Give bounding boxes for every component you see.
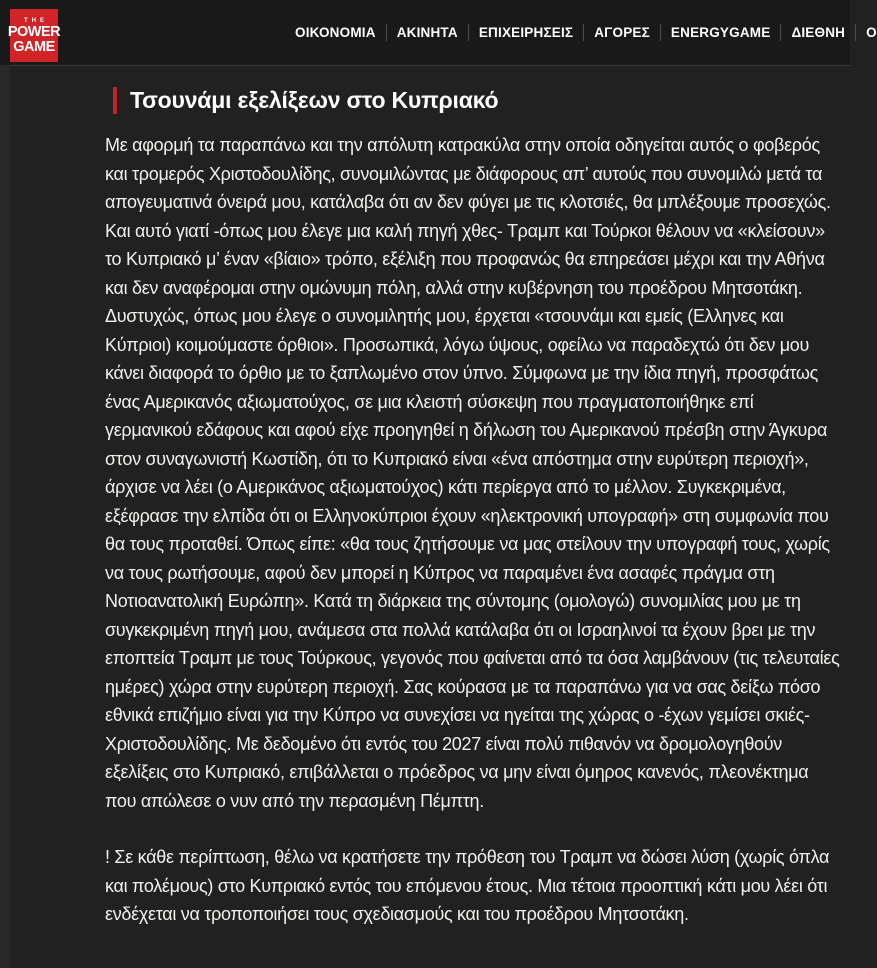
nav-item-epixeiriseis[interactable]: ΕΠΙΧΕΙΡΗΣΕΙΣ <box>478 25 574 40</box>
article <box>0 66 850 929</box>
article-title <box>113 87 843 114</box>
nav-item-oikonomia[interactable]: ΟΙΚΟΝΟΜΙΑ <box>295 25 376 40</box>
article-body <box>105 131 843 929</box>
article-title-text: Τσουνάμι εξελίξεων στο Κυπριακό <box>130 87 499 113</box>
article-paragraph-2: ! Σε κάθε περίπτωση, θέλω να κρατήσετε την πρόθεση του Τραμπ να δώσει λύση (χωρίς όπλα και πολέμους) στο Κυπριακό εντός του επόμενου έτους. Μια τέτοια προοπτική κάτι μου λέει ότι ενδέχεται να τροποποιήσει τους σχεδιασμούς και του προέδρου Μητσοτάκη. <box>105 847 830 924</box>
site-header <box>0 0 877 66</box>
nav-item-energygame[interactable]: ENERGYGAME <box>670 25 771 40</box>
nav-separator <box>660 24 661 41</box>
nav-item-partial[interactable]: Ο <box>866 25 877 40</box>
main-nav <box>295 0 877 65</box>
nav-separator <box>386 24 387 41</box>
logo-text-game: GAME <box>13 38 55 55</box>
power-game-logo[interactable] <box>7 9 61 62</box>
title-accent-bar <box>113 87 117 114</box>
logo-text-power: POWER <box>7 23 61 40</box>
nav-separator <box>855 24 856 41</box>
nav-item-agores[interactable]: ΑΓΟΡΕΣ <box>594 25 650 40</box>
nav-item-diethni[interactable]: ΔΙΕΘΝΗ <box>791 25 846 40</box>
article-paragraph-1: Με αφορμή τα παραπάνω και την απόλυτη κατρακύλα στην οποία οδηγείται αυτός ο φοβερός και τρομερός Χριστοδουλίδης, συνομιλώντας με διάφορους απ’ αυτούς που συνομιλώ μετά τα απογευματινά όνειρά μου, κατάλαβα ότι αν δεν φύγει με τις κλοτσιές, θα μπλέξουμε προσεχώς. Και αυτό γιατί -όπως μου έλεγε μια καλή πηγή χθες- Τραμπ και Τούρκοι θέλουν να «κλείσουν» το Κυπριακό μ’ έναν «βίαιο» τρόπο, εξέλιξη που προφανώς θα επηρεάσει μέχρι και την Αθήνα και δεν αναφέρομαι στην ομώνυμη πόλη, αλλά στην κυβέρνηση του προέδρου Μητσοτάκη. Δυστυχώς, όπως μου έλεγε ο συνομιλητής μου, έρχεται «τσουνάμι και εμείς (Ελληνες και Κύπριοι) κοιμούμαστε όρθιοι». Προσωπικά, λόγω ύψους, οφείλω να παραδεχτώ ότι δεν μου κάνει διαφορά το όρθιο με το ξαπλωμένο στον ύπνο. Σύμφωνα με την ίδια πηγή, προσφάτως ένας Αμερικανός αξιωματούχος, σε μια κλειστή σύσκεψη που πραγματοποιήθηκε επί γερμανικού εδάφους και αφού είχε προηγηθεί η δήλωση του Αμερικανού πρέσβη στην Άγκυρα στον συναγωνιστή Κωστίδη, ότι το Κυπριακό είναι «ένα απόστημα στην ευρύτερη περιοχή», άρχισε να λέει (ο Αμερικάνος αξιωματούχος) κάτι περίεργα από το μέλλον. Συγκεκριμένα, εξέφρασε την ελπίδα ότι οι Ελληνοκύπριοι έχουν «ηλεκτρονική υπογραφή» στη συμφωνία που θα τους προταθεί. Όπως είπε: «θα τους ζητήσουμε να μας στείλουν την υπογραφή τους, χωρίς να τους ρωτήσουμε, αφού δεν μπορεί η Κύπρος να παραμένει ένα ασαφές πράγμα στη Νοτιοανατολική Ευρώπη». Κατά τη διάρκεια της σύντομης (ομολογώ) συνομιλίας μου με τη συγκεκριμένη πηγή μου, ανάμεσα στα πολλά κατάλαβα ότι οι Ισραηλινοί τα έχουν βρει με την εποπτεία Τραμπ με τους Τούρκους, γεγονός που φαίνεται από τα όσα λαμβάνουν (τις τελευταίες ημέρες) χώρα στην ευρύτερη περιοχή. Σας κούρασα με τα παραπάνω για να σας δείξω πόσο εθνικά επιζήμιο είναι για την Κύπρο να συνεχίσει να ηγείται της χώρας ο -έχων γεμίσει σκιές- Χριστοδουλίδης. Με δεδομένο ότι εντός του 2027 είναι πολύ πιθανόν να δρομολογηθούν εξελίξεις στο Κυπριακό, επιβάλλεται ο πρόεδρος να μην είναι όμηρος κανενός, πλεονέκτημα που απώλεσε ο νυν από την περασμένη Πέμπτη. <box>105 135 840 811</box>
logo-text-the: THE <box>24 17 48 24</box>
nav-separator <box>468 24 469 41</box>
left-gutter <box>0 65 10 968</box>
nav-item-akinita[interactable]: ΑΚΙΝΗΤΑ <box>396 25 458 40</box>
nav-separator <box>583 24 584 41</box>
nav-separator <box>780 24 781 41</box>
